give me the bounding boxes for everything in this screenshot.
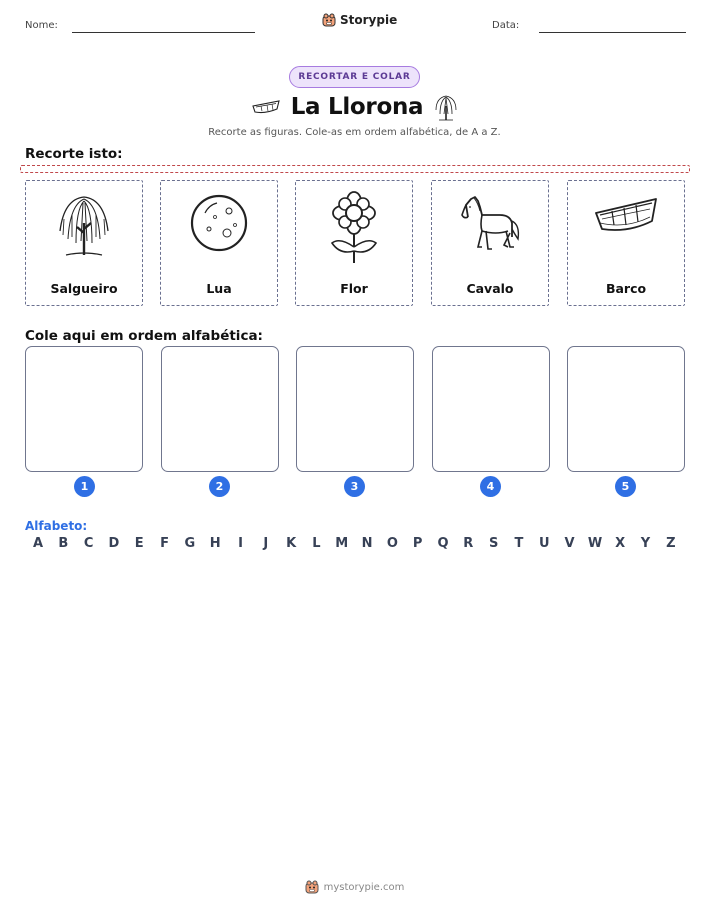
alphabet-letter: Z: [666, 535, 676, 551]
number-badge: 3: [344, 476, 365, 497]
alphabet-letter: K: [286, 535, 297, 551]
brand-name: Storypie: [340, 13, 398, 27]
alphabet-letter: S: [488, 535, 499, 551]
alphabet-letter: U: [538, 535, 550, 551]
alphabet-letter: W: [587, 535, 603, 551]
alphabet-letter: P: [412, 535, 423, 551]
flower-icon: [320, 189, 388, 267]
alphabet-label: Alfabeto:: [25, 519, 88, 533]
activity-badge: RECORTAR E COLAR: [289, 66, 420, 88]
alphabet-letter: R: [463, 535, 474, 551]
footer-url[interactable]: mystorypie.com: [323, 881, 405, 893]
horse-icon: [456, 189, 524, 261]
cut-line: [20, 165, 690, 173]
number-badge: 5: [615, 476, 636, 497]
alphabet-letter: X: [615, 535, 626, 551]
paste-box-1[interactable]: [25, 346, 143, 472]
page-title: La Llorona: [290, 94, 424, 120]
number-badge: 1: [74, 476, 95, 497]
alphabet-letter: C: [83, 535, 94, 551]
paste-boxes: [25, 346, 685, 472]
alphabet-letter: V: [564, 535, 575, 551]
alphabet-letter: T: [514, 535, 524, 551]
alphabet-letter: A: [32, 535, 44, 551]
number-badge: 2: [209, 476, 230, 497]
title-row: [245, 91, 465, 123]
alphabet-letter: H: [209, 535, 221, 551]
order-numbers: [25, 476, 685, 498]
card-label: Flor: [340, 281, 368, 296]
alphabet-letter: N: [361, 535, 373, 551]
date-line[interactable]: [539, 32, 686, 33]
willow-tree-icon: [50, 189, 118, 261]
paste-box-4[interactable]: [432, 346, 550, 472]
storypie-mascot-icon: [305, 880, 319, 894]
paste-box-5[interactable]: [567, 346, 685, 472]
cut-card-cavalo[interactable]: [431, 180, 549, 306]
card-label: Salgueiro: [50, 281, 118, 296]
footer: [0, 880, 709, 894]
alphabet-letter: J: [263, 535, 269, 551]
name-label: Nome:: [25, 20, 58, 31]
name-line[interactable]: [72, 32, 255, 33]
alphabet-letter: O: [386, 535, 398, 551]
card-label: Barco: [605, 281, 647, 296]
alphabet-letter: I: [238, 535, 243, 551]
alphabet-letter: G: [184, 535, 196, 551]
cut-section-label: Recorte isto:: [25, 146, 123, 162]
cut-cards: [25, 180, 685, 306]
cut-card-lua[interactable]: [160, 180, 278, 306]
boat-icon: [592, 189, 662, 249]
alphabet-letter: L: [312, 535, 321, 551]
paste-box-3[interactable]: [296, 346, 414, 472]
cut-card-salgueiro[interactable]: [25, 180, 143, 306]
storypie-mascot-icon: [322, 13, 336, 27]
date-label: Data:: [492, 20, 520, 31]
brand-logo: [322, 13, 397, 27]
number-badge: 4: [480, 476, 501, 497]
paste-section-label: Cole aqui em ordem alfabética:: [25, 328, 263, 344]
alphabet-letter: M: [335, 535, 349, 551]
cut-card-barco[interactable]: [567, 180, 685, 306]
card-label: Lua: [206, 281, 232, 296]
alphabet-letter: E: [134, 535, 144, 551]
alphabet-letter: Q: [437, 535, 449, 551]
alphabet-row: [25, 534, 684, 552]
alphabet-letter: B: [58, 535, 69, 551]
cut-card-flor[interactable]: [295, 180, 413, 306]
alphabet-letter: F: [160, 535, 169, 551]
paste-box-2[interactable]: [161, 346, 279, 472]
card-label: Cavalo: [466, 281, 514, 296]
alphabet-letter: D: [108, 535, 120, 551]
boat-icon: [251, 97, 281, 117]
alphabet-letter: Y: [640, 535, 651, 551]
moon-icon: [185, 189, 253, 261]
willow-tree-icon: [433, 92, 459, 122]
instructions: Recorte as figuras. Cole-as em ordem alfabética, de A a Z.: [208, 127, 501, 138]
